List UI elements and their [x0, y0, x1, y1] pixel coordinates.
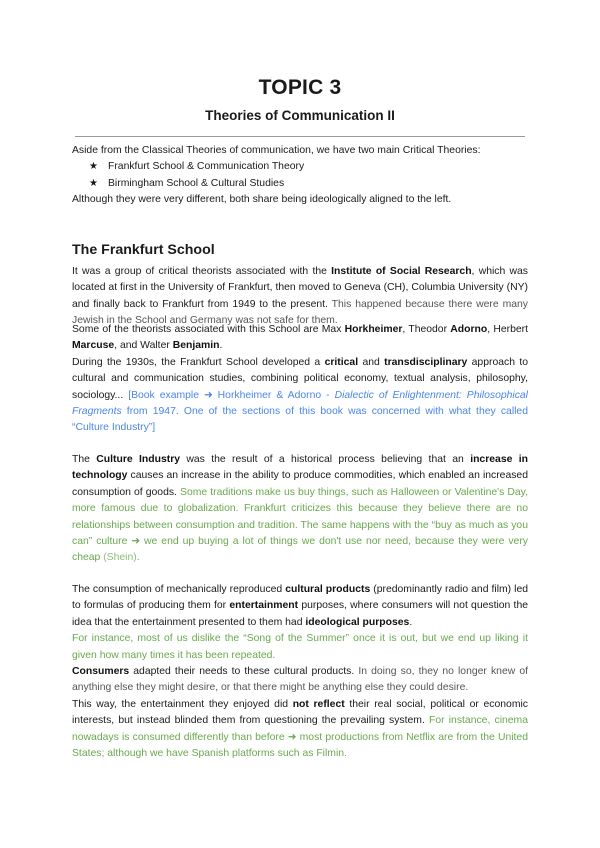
- example-note: Some traditions make us buy things, such as Halloween or Valentine's Day, more famous due to globalization. Frankfurt criticizes this because they believe there are no relationships between consumption and tradition. The same happens with the “buy as much as you can” culture ➜ we end up buying a lot of things we don't use nor need, because they were very cheap: [72, 486, 528, 564]
- book-title: Dialectic of Enlightenment: Philosophical Fragments: [72, 389, 528, 418]
- intro-closing: Although they were very different, both share being ideologically aligned to the left.: [72, 194, 452, 206]
- text: adapted their needs to these cultural products.: [129, 666, 359, 678]
- paragraph-culture-industry: [72, 452, 528, 567]
- side-note: In doing so, they no longer knew of anything else they might desire, or that there might be anything else they could desire.: [72, 666, 528, 694]
- bold-term: ideological purposes: [305, 616, 410, 628]
- section-heading: The Frankfurt School: [72, 242, 215, 258]
- example-note: For instance, cinema nowadays is consumed differently than before ➜ most productions from Netflix are from the United States; although we have Spanish platforms such as Filmin.: [72, 715, 528, 760]
- text: and: [358, 356, 385, 368]
- book-example-note: from 1947. One of the sections of this book was concerned with what they called “Culture Industry”]: [72, 406, 528, 434]
- bold-term: transdisciplinary: [384, 356, 468, 368]
- theories-list: [72, 159, 528, 192]
- page-subtitle: Theories of Communication II: [205, 108, 395, 123]
- paragraph-theorists: [72, 322, 528, 437]
- text: purposes, where consumers will not question the idea that the entertainment presented to them had: [72, 600, 529, 628]
- star-icon: ★: [89, 177, 98, 189]
- page-title: TOPIC 3: [258, 76, 342, 99]
- list-item-text: Frankfurt School & Communication Theory: [108, 161, 305, 173]
- bold-term: Culture Industry: [96, 454, 181, 465]
- text: approach to cultural and communication studies, combining political economy, textual analysis, philosophy, sociology...: [72, 356, 528, 401]
- list-item-text: Birmingham School & Cultural Studies: [108, 177, 285, 189]
- bold-term: entertainment: [229, 600, 299, 612]
- text: Some of the theorists associated with this School are Max: [72, 324, 345, 335]
- bold-term: Adorno: [450, 324, 488, 335]
- bold-term: not reflect: [292, 698, 345, 710]
- text: , and Walter: [114, 340, 173, 352]
- bold-term: Institute of Social Research: [331, 266, 472, 277]
- text: .: [219, 340, 223, 352]
- bold-term: critical: [324, 356, 359, 368]
- text: During the 1930s, the Frankfurt School developed a: [72, 356, 325, 368]
- text: was the result of a historical process believing that an: [180, 454, 471, 465]
- star-icon: ★: [89, 161, 98, 173]
- paragraph-cultural-products: [72, 582, 528, 762]
- text: (predominantly radio and film) led to formulas of producing them for: [72, 584, 529, 612]
- bold-term: increase in technology: [72, 454, 528, 482]
- text: causes an increase in the ability to produce commodities, which enabled an increased consumption of goods.: [72, 470, 528, 498]
- bold-term: Horkheimer: [344, 324, 403, 335]
- bold-term: Marcuse: [72, 340, 115, 352]
- example-note-aside: (Shein): [103, 552, 137, 564]
- side-note: This happened because there were many Jewish in the School and Germany was not safe for them.: [72, 298, 528, 327]
- intro-lead: Aside from the Classical Theories of communication, we have two main Critical Theories:: [72, 145, 481, 156]
- text: their real social, political or economic interests, but instead blinded them from questioning the prevailing system.: [72, 698, 528, 727]
- paragraph-history: [72, 264, 528, 330]
- list-item: [89, 159, 528, 175]
- text: , Herbert: [487, 324, 529, 335]
- bold-term: Consumers: [72, 666, 130, 678]
- intro-block: [72, 143, 528, 209]
- text: This way, the entertainment they enjoyed did: [72, 698, 293, 710]
- text: The consumption of mechanically reproduced: [72, 584, 286, 595]
- book-example-note: [Book example ➜ Horkheimer & Adorno -: [128, 389, 335, 401]
- text: , Theodor: [402, 324, 451, 335]
- text: .: [136, 552, 140, 564]
- list-item: [89, 176, 528, 192]
- text: , which was located at first in the University of Frankfurt, then moved to Geneva (CH), Columbia University (NY) and finally back to Frankfurt from 1949 to the present.: [72, 266, 528, 310]
- text: It was a group of critical theorists associated with the: [72, 266, 332, 277]
- horizontal-rule: [75, 136, 525, 137]
- text: .: [409, 616, 413, 628]
- text: The: [72, 454, 97, 465]
- example-note: For instance, most of us dislike the “Song of the Summer” once it is out, but we end up liking it given how many times it has been repeated.: [72, 633, 528, 661]
- bold-term: Benjamin: [172, 340, 220, 352]
- bold-term: cultural products: [285, 584, 371, 595]
